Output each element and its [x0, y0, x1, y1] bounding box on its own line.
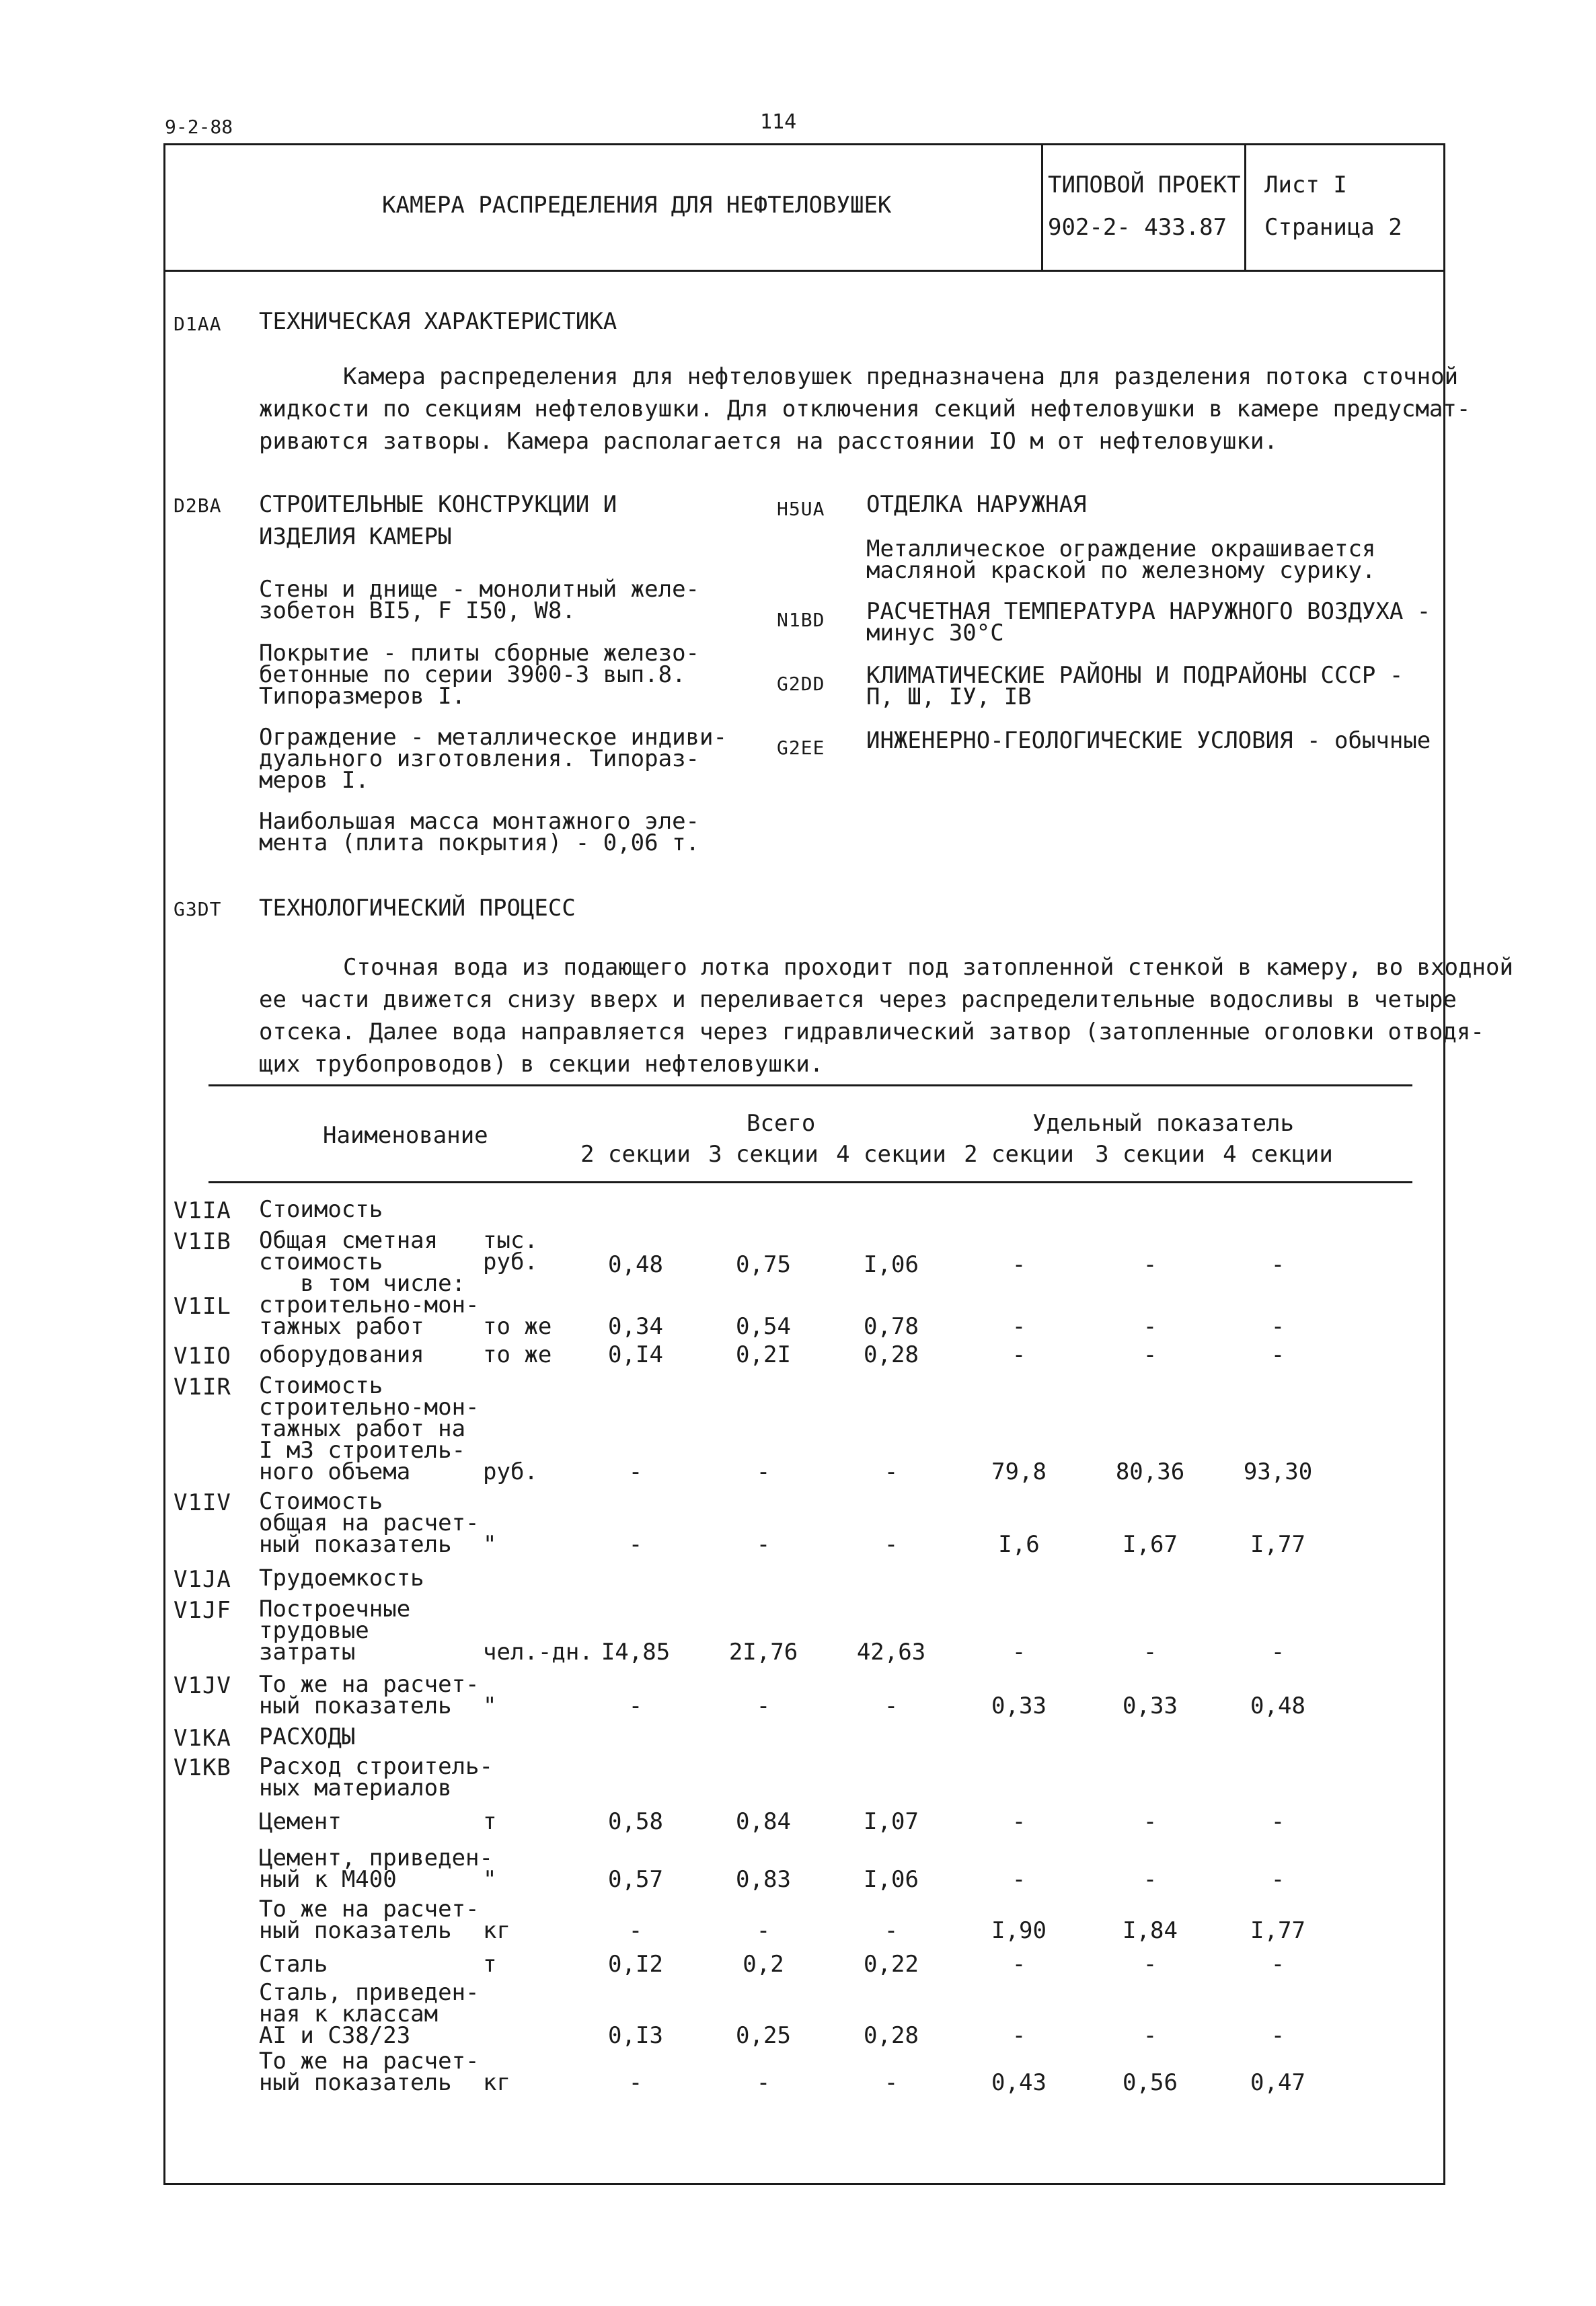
row-value: - — [628, 1458, 643, 1485]
row-name: I м3 строитель- — [259, 1437, 466, 1464]
row-value: - — [1012, 1313, 1026, 1340]
row-value: - — [1270, 1808, 1285, 1835]
row-unit: " — [483, 1866, 497, 1893]
row-name: трудовые — [259, 1617, 369, 1644]
section-code-tech: D1AA — [174, 313, 222, 335]
row-value: I,67 — [1123, 1531, 1178, 1558]
row-value: 0,48 — [608, 1251, 663, 1278]
row-name: Цемент — [259, 1808, 342, 1835]
row-value: I,6 — [998, 1531, 1040, 1558]
process-line-1: Сточная вода из подающего лотка проходит под затопленной стенкой в камеру, во входной — [343, 954, 1513, 981]
structures-item-roof: Покрытие - плиты сборные железо- бетонные по серии 3900-3 вып.8. Типоразмеров I. — [259, 640, 700, 710]
row-value: - — [884, 1531, 899, 1558]
section-title-process: ТЕХНОЛОГИЧЕСКИЙ ПРОЦЕСС — [259, 895, 576, 922]
row-name: общая на расчет- — [259, 1510, 480, 1536]
row-name: Стоимость — [259, 1196, 383, 1223]
row-unit: " — [483, 1693, 497, 1719]
row-value: - — [1143, 1808, 1157, 1835]
table-col-header: 2 секции — [964, 1141, 1074, 1168]
row-code: V1IA — [174, 1197, 231, 1224]
row-name: оборудования — [259, 1341, 424, 1368]
row-value: 80,36 — [1115, 1458, 1185, 1485]
table-header-specific: Удельный показатель — [1032, 1110, 1294, 1137]
row-value: 2I,76 — [728, 1639, 798, 1666]
row-name: Общая сметная — [259, 1227, 439, 1254]
table-col-header: 4 секции — [1223, 1141, 1333, 1168]
row-value: 0,47 — [1250, 2069, 1305, 2096]
finish-text: Металлическое ограждение окрашивается масляной краской по железному сурику. — [866, 535, 1376, 584]
row-value: - — [884, 1917, 899, 1944]
row-name: Стоимость — [259, 1372, 383, 1399]
row-unit: руб. — [483, 1249, 538, 1275]
row-value: - — [1143, 1639, 1157, 1666]
process-line-4: щих трубопроводов) в секции нефтеловушки. — [259, 1051, 824, 1078]
section-code-temperature: N1BD — [777, 609, 825, 631]
row-value: - — [1143, 1341, 1157, 1368]
row-name: AI и С38/23 — [259, 2022, 411, 2049]
row-value: 42,63 — [856, 1639, 926, 1666]
row-value: - — [756, 1693, 771, 1719]
row-name: Построечные — [259, 1596, 411, 1623]
table-col-header: 2 секции — [580, 1141, 691, 1168]
row-value: 0,I3 — [608, 2022, 663, 2049]
row-value: - — [1270, 2022, 1285, 2049]
finish-title: ОТДЕЛКА НАРУЖНАЯ — [866, 491, 1087, 518]
row-value: 0,33 — [991, 1693, 1047, 1719]
page-number: 114 — [760, 110, 797, 134]
header-vline-2 — [1244, 143, 1246, 271]
row-value: I,90 — [991, 1917, 1047, 1944]
row-name: То же на расчет- — [259, 1671, 480, 1698]
row-value: - — [756, 1917, 771, 1944]
row-value: - — [1270, 1639, 1285, 1666]
row-value: 0,83 — [736, 1866, 791, 1893]
row-name: тажных работ — [259, 1313, 424, 1340]
row-code: V1JV — [174, 1672, 231, 1699]
doc-title: КАМЕРА РАСПРЕДЕЛЕНИЯ ДЛЯ НЕФТЕЛОВУШЕК — [382, 192, 892, 219]
row-unit: т — [483, 1951, 497, 1978]
row-value: - — [1270, 1866, 1285, 1893]
row-value: - — [1143, 2022, 1157, 2049]
row-name: ный к М400 — [259, 1866, 397, 1893]
row-value: 0,58 — [608, 1808, 663, 1835]
row-value: 0,28 — [864, 1341, 919, 1368]
tech-line-1: Камера распределения для нефтеловушек предназначена для разделения потока сточной — [343, 363, 1459, 390]
row-name: То же на расчет- — [259, 2048, 480, 2075]
row-value: - — [1143, 1251, 1157, 1278]
row-value: 0,22 — [864, 1951, 919, 1978]
row-value: - — [1270, 1313, 1285, 1340]
section-code-process: G3DT — [174, 898, 222, 920]
row-value: 0,25 — [736, 2022, 791, 2049]
row-value: I,07 — [864, 1808, 919, 1835]
row-name: Стоимость — [259, 1488, 383, 1515]
section-code-finish: H5UA — [777, 498, 825, 520]
row-value: 0,75 — [736, 1251, 791, 1278]
row-value: - — [1012, 1251, 1026, 1278]
structures-title-2: ИЗДЕЛИЯ КАМЕРЫ — [259, 523, 452, 550]
row-code: V1IV — [174, 1489, 231, 1516]
table-col-header: 3 секции — [708, 1141, 819, 1168]
row-value: - — [628, 2069, 643, 2096]
row-value: I,06 — [864, 1251, 919, 1278]
row-value: - — [884, 2069, 899, 2096]
section-code-climate: G2DD — [777, 673, 825, 695]
row-value: 0,I4 — [608, 1341, 663, 1368]
row-name: ный показатель — [259, 2069, 452, 2096]
page-label: Страница 2 — [1264, 214, 1402, 241]
row-value: 0,I2 — [608, 1951, 663, 1978]
table-col-header: 3 секции — [1095, 1141, 1205, 1168]
row-name: Цемент, приведен- — [259, 1845, 493, 1871]
structures-item-walls: Стены и днище - монолитный желе- зобетон BI5, F I50, W8. — [259, 576, 700, 624]
row-name: затраты — [259, 1639, 356, 1666]
row-value: 93,30 — [1243, 1458, 1313, 1485]
row-value: 0,28 — [864, 2022, 919, 2049]
row-code: V1IB — [174, 1228, 231, 1255]
row-value: I,06 — [864, 1866, 919, 1893]
climate-text: КЛИМАТИЧЕСКИЕ РАЙОНЫ И ПОДРАЙОНЫ СССР - П, Ш, IУ, IВ — [866, 662, 1404, 710]
header-divider — [163, 270, 1445, 272]
row-name: стоимость — [259, 1249, 383, 1275]
row-value: I,84 — [1123, 1917, 1178, 1944]
row-name: Расход строитель- — [259, 1753, 493, 1780]
table-header-name: Наименование — [323, 1122, 488, 1149]
row-value: - — [1012, 1639, 1026, 1666]
row-code: V1IL — [174, 1293, 231, 1320]
row-name: ных материалов — [259, 1775, 452, 1801]
row-code: V1IR — [174, 1374, 231, 1401]
table-col-header: 4 секции — [836, 1141, 946, 1168]
table-header-total: Всего — [747, 1110, 816, 1137]
table-header-rule — [208, 1181, 1412, 1183]
row-name: РАСХОДЫ — [259, 1723, 356, 1750]
row-value: 0,2I — [736, 1341, 791, 1368]
row-name: в том числе: — [259, 1270, 466, 1297]
row-value: - — [628, 1693, 643, 1719]
margin-stamp: 9-2-88 — [165, 116, 233, 138]
row-unit: кг — [483, 2069, 510, 2096]
row-value: - — [1270, 1951, 1285, 1978]
row-value: - — [1012, 2022, 1026, 2049]
row-value: - — [1270, 1251, 1285, 1278]
row-value: - — [756, 1458, 771, 1485]
row-code: V1KA — [174, 1725, 231, 1752]
row-value: 0,57 — [608, 1866, 663, 1893]
row-value: - — [884, 1693, 899, 1719]
row-value: - — [628, 1917, 643, 1944]
sheet-label: Лист I — [1264, 172, 1347, 198]
row-value: 0,78 — [864, 1313, 919, 1340]
row-value: 0,2 — [743, 1951, 784, 1978]
temperature-text: РАСЧЕТНАЯ ТЕМПЕРАТУРА НАРУЖНОГО ВОЗДУХА - минус 30°С — [866, 598, 1431, 646]
structures-item-mass: Наибольшая масса монтажного эле- мента (плита покрытия) - 0,06 т. — [259, 808, 700, 856]
section-code-geology: G2EE — [777, 737, 825, 759]
row-unit: руб. — [483, 1458, 538, 1485]
row-value: - — [1012, 1866, 1026, 1893]
row-unit: т — [483, 1808, 497, 1835]
row-value: I4,85 — [601, 1639, 671, 1666]
row-value: 0,48 — [1250, 1693, 1305, 1719]
process-line-3: отсека. Далее вода направляется через гидравлический затвор (затопленные оголовки отводя- — [259, 1018, 1484, 1045]
row-name: тажных работ на — [259, 1415, 466, 1442]
row-value: - — [1143, 1313, 1157, 1340]
row-value: - — [1270, 1341, 1285, 1368]
row-unit: " — [483, 1531, 497, 1558]
row-value: - — [1012, 1951, 1026, 1978]
row-value: - — [1143, 1951, 1157, 1978]
row-value: - — [1143, 1866, 1157, 1893]
row-value: - — [1012, 1341, 1026, 1368]
row-name: строительно-мон- — [259, 1292, 480, 1318]
row-value: I,77 — [1250, 1917, 1305, 1944]
row-value: 0,54 — [736, 1313, 791, 1340]
row-name: Трудоемкость — [259, 1565, 424, 1592]
row-code: V1IO — [174, 1343, 231, 1370]
row-name: строительно-мон- — [259, 1394, 480, 1421]
row-value: 0,33 — [1123, 1693, 1178, 1719]
row-unit: кг — [483, 1917, 510, 1944]
row-unit: чел.-дн. — [483, 1639, 593, 1666]
process-line-2: ее части движется снизу вверх и переливается через распределительные водосливы в четыре — [259, 986, 1457, 1013]
row-value: 0,34 — [608, 1313, 663, 1340]
row-value: I,77 — [1250, 1531, 1305, 1558]
row-code: V1JF — [174, 1597, 231, 1624]
row-value: - — [756, 1531, 771, 1558]
project-number: 902-2- 433.87 — [1048, 214, 1227, 241]
row-code: V1JA — [174, 1566, 231, 1593]
row-value: - — [884, 1458, 899, 1485]
row-value: 0,84 — [736, 1808, 791, 1835]
row-value: - — [756, 2069, 771, 2096]
row-unit: то же — [483, 1341, 552, 1368]
geology-text: ИНЖЕНЕРНО-ГЕОЛОГИЧЕСКИЕ УСЛОВИЯ - обычные — [866, 727, 1431, 754]
row-name: Сталь, приведен- — [259, 1979, 480, 2006]
row-value: 0,43 — [991, 2069, 1047, 2096]
table-top-rule — [208, 1084, 1412, 1086]
section-title-tech: ТЕХНИЧЕСКАЯ ХАРАКТЕРИСТИКА — [259, 308, 617, 335]
tech-line-2: жидкости по секциям нефтеловушки. Для отключения секций нефтеловушки в камере предусмат- — [259, 396, 1471, 422]
row-name: ный показатель — [259, 1693, 452, 1719]
row-value: - — [1012, 1808, 1026, 1835]
row-name: ная к классам — [259, 2001, 439, 2028]
row-value: 79,8 — [991, 1458, 1047, 1485]
structures-item-fence: Ограждение - металлическое индиви- дуального изготовления. Типораз- меров I. — [259, 724, 727, 794]
row-unit: тыс. — [483, 1227, 538, 1254]
header-vline-1 — [1041, 143, 1043, 271]
row-name: То же на расчет- — [259, 1896, 480, 1923]
row-name: ного объема — [259, 1458, 411, 1485]
row-unit: то же — [483, 1313, 552, 1340]
row-value: 0,56 — [1123, 2069, 1178, 2096]
row-code: V1KB — [174, 1754, 231, 1781]
project-label: ТИПОВОЙ ПРОЕКТ — [1048, 172, 1241, 198]
row-value: - — [628, 1531, 643, 1558]
row-name: ный показатель — [259, 1917, 452, 1944]
section-code-structures: D2BA — [174, 494, 222, 517]
tech-line-3: риваются затворы. Камера располагается на расстоянии IO м от нефтеловушки. — [259, 428, 1278, 455]
row-name: ный показатель — [259, 1531, 452, 1558]
row-name: Сталь — [259, 1951, 328, 1978]
structures-title-1: СТРОИТЕЛЬНЫЕ КОНСТРУКЦИИ И — [259, 491, 617, 518]
